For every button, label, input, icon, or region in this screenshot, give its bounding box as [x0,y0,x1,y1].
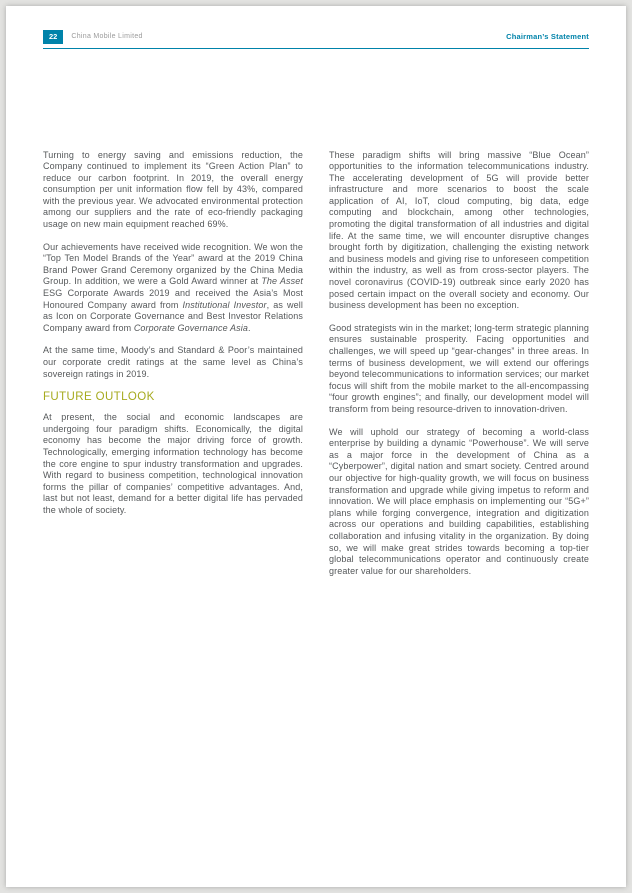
paragraph [43,150,303,231]
text-segment: Turning to energy saving and emissions reduction, the Company continued to implement its “Green Action Plan” to reduce our carbon footprint. In 2019, the overall energy consumption per unit information flow fell by 43%, compared with the previous year. We advocated environmental protection among our suppliers and the rate of eco-friendly packaging usage on new main equipment reached 69%. [43,149,303,230]
paragraph [329,427,589,578]
right-column [329,150,589,589]
paragraph [329,323,589,416]
page-content [6,150,626,589]
paragraph [43,345,303,380]
italic-text: Institutional Investor [182,299,267,310]
italic-text: Corporate Governance Asia [133,322,249,333]
text-segment: Good strategists win in the market; long-term strategic planning ensures sustainable prosperity. Facing opportunities and challenges, we will speed up “gear-changes” in three areas. In terms of business development, we will extend our offerings beyond telecommunications to information services; our market focus will shift from the mobile market to the all-encompassing “four growth engines”; and finally, our development model will transform from being resource-driven to innovation-driven. [329,322,589,414]
text-segment: Our achievements have received wide recognition. We won the “Top Ten Model Brands of the Year” award at the 2019 China Brand Power Grand Ceremony organized by the China Media Group. In addition, we were a Gold Award winner at [43,241,303,287]
page-number: 22 [43,30,63,44]
paragraph [43,242,303,335]
italic-text: The Asset [261,276,303,287]
header-divider [43,48,589,49]
text-segment: At the same time, Moody’s and Standard & Poor’s maintained our corporate credit ratings at the same level as China’s sovereign ratings in 2019. [43,345,303,379]
section-title: Chairman’s Statement [506,32,589,42]
text-segment: These paradigm shifts will bring massive “Blue Ocean” opportunities to the information telecommunications industry. The accelerating development of 5G will provide better infrastructure and more scenarios to boost the scale application of AI, IoT, cloud computing, big data, edge computing and blockchain, among other technologies, promoting the digital transformation of all industries and digital life. At the same time, we will encounter disruptive changes brought forth by digitization, challenging the existing network and business models and giving rise to unforeseen competition within the industry, as well as from cross-sector players. The novel coronavirus (COVID-19) outbreak since early 2020 has posed certain impact on the overall society and economy. Our business development has been no exception. [329,149,589,311]
paragraph [43,412,303,516]
text-columns [43,150,589,589]
section-heading: FUTURE OUTLOOK [43,391,155,404]
text-segment: ESG Corporate Awards 2019 and received the Asia’s Most Honoured Company award from [43,288,303,310]
company-name: China Mobile Limited [71,33,143,41]
text-segment: . [248,322,251,333]
left-column [43,150,303,589]
text-segment: We will uphold our strategy of becoming a world-class enterprise by building a dynamic “Powerhouse”. We will serve as a major force in the development of China as a “Cyberpower”, digital nation and smart society. Centred around our objective for high-quality growth, we will focus on business transformation and upgrade while giving impetus to reform and innovation. We will place emphasis on implementing our “5G+” plans while forging convergence, integration and digitization across our operations and building capabilities, establishing collaboration and infusing vitality in the organization. By doing so, we will make great strides towards becoming a top-tier global telecommunications operator and continuously create greater value for our shareholders. [329,426,589,576]
page-header [6,6,626,44]
text-segment: , as well as Icon on Corporate Governance and Best Investor Relations Company award from [43,299,304,333]
report-page [6,6,626,887]
text-segment: At present, the social and economic landscapes are undergoing four paradigm shifts. Economically, the digital economy has become the major driving force of growth. Technologically, emerging information technology has become the core engine to spur industry transformation and upgrades. With regard to business competition, technological innovation forms the pillar of companies’ competitive advantages. And, last but not least, demand for a better digital life has pervaded the whole of society. [43,412,303,515]
paragraph [329,150,589,312]
